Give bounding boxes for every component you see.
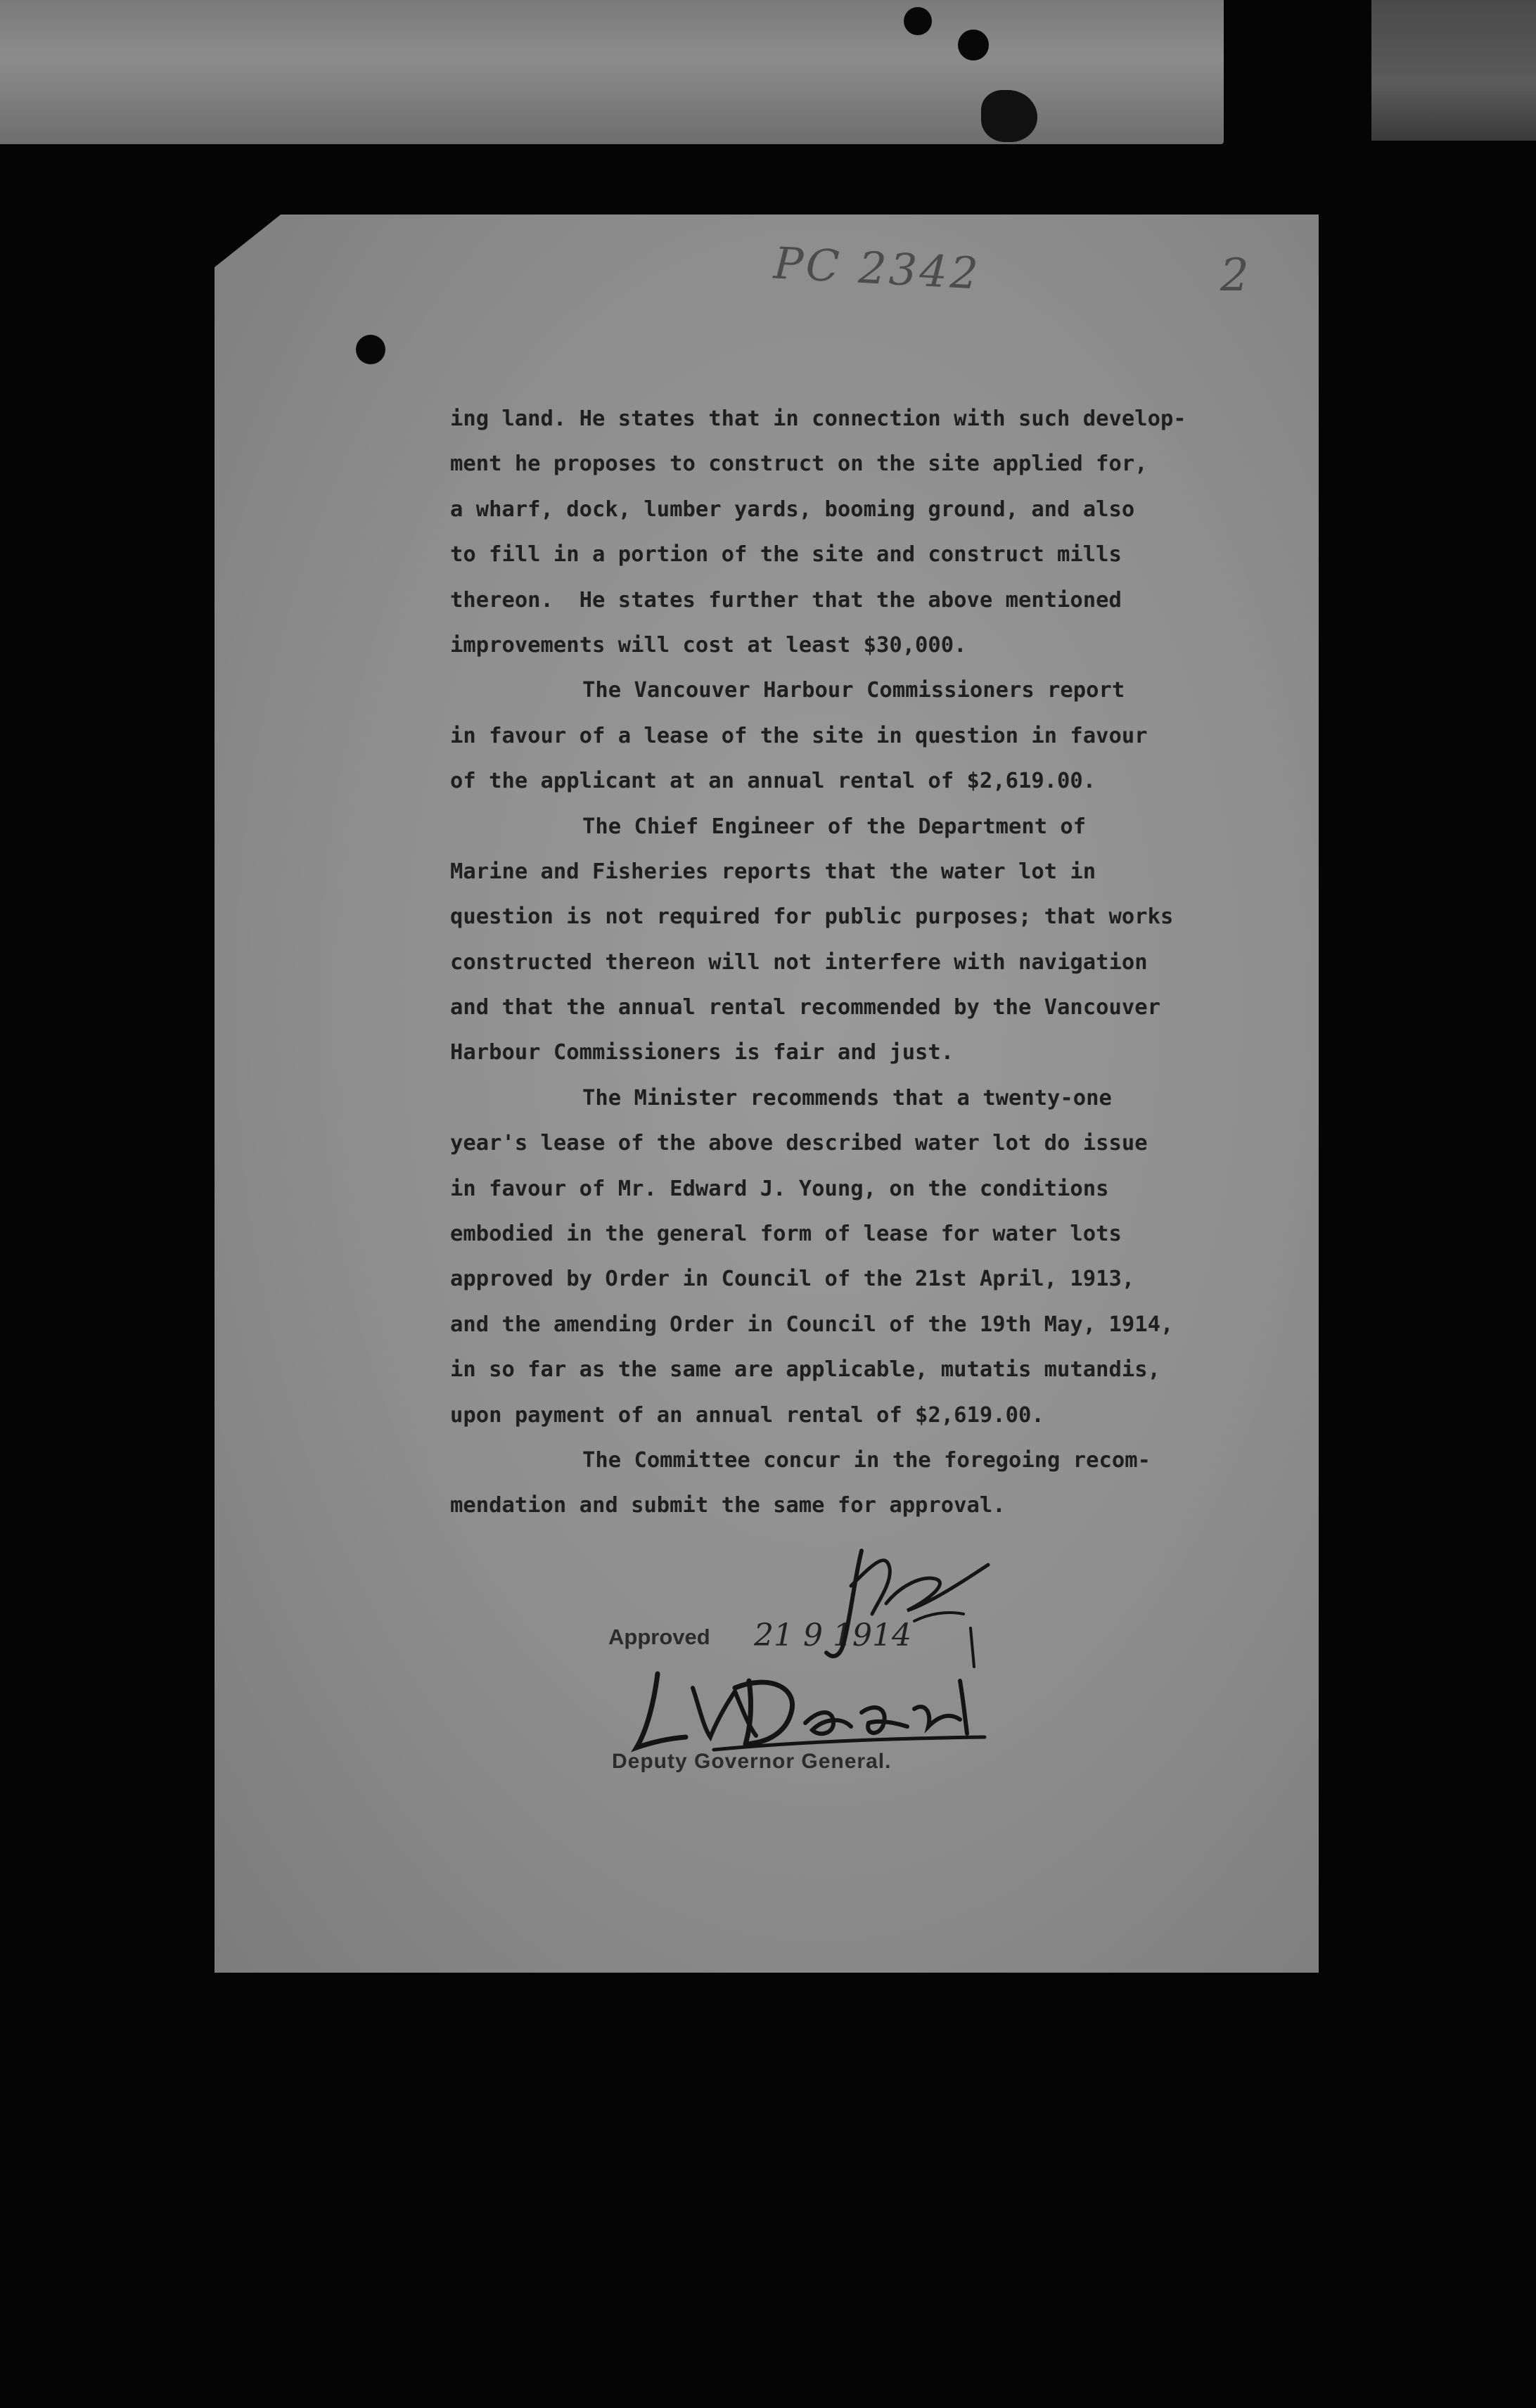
text-line: embodied in the general form of lease for water lots: [450, 1222, 1122, 1247]
text-line: a wharf, dock, lumber yards, booming ground, and also: [450, 497, 1135, 522]
text-line: The Minister recommends that a twenty-one: [582, 1085, 1112, 1110]
file-number: PC 2342: [772, 237, 983, 300]
text-line: mendation and submit the same for approval.: [450, 1493, 1006, 1518]
initials-signature: [823, 1537, 1006, 1670]
text-line: constructed thereon will not interfere with navigation: [450, 949, 1148, 975]
text-line: The Committee concur in the foregoing recom-: [582, 1447, 1151, 1473]
text-line: year's lease of the above described water lot do issue: [450, 1131, 1148, 1156]
text-line: of the applicant at an annual rental of $2,619.00.: [450, 769, 1096, 794]
previous-page-edge: [0, 0, 1224, 144]
text-line: thereon. He states further that the above mentioned: [450, 587, 1122, 613]
ink-blot-icon: [981, 90, 1037, 142]
text-line: in favour of a lease of the site in question in favour: [450, 723, 1148, 748]
text-line: and the amending Order in Council of the 19th May, 1914,: [450, 1312, 1174, 1337]
signatory-title: Deputy Governor General.: [612, 1750, 892, 1773]
text-line: improvements will cost at least $30,000.: [450, 632, 967, 658]
text-line: The Chief Engineer of the Department of: [582, 814, 1087, 839]
text-line: Harbour Commissioners is fair and just.: [450, 1040, 954, 1065]
text-line: question is not required for public purposes; that works: [450, 904, 1174, 930]
text-line: in so far as the same are applicable, mutatis mutandis,: [450, 1357, 1160, 1383]
text-line: in favour of Mr. Edward J. Young, on the conditions: [450, 1176, 1109, 1201]
punch-hole-icon: [958, 30, 989, 60]
text-line: to fill in a portion of the site and construct mills: [450, 542, 1122, 568]
text-line: approved by Order in Council of the 21st April, 1913,: [450, 1267, 1135, 1292]
text-line: Marine and Fisheries reports that the water lot in: [450, 859, 1096, 884]
folio-number: 2: [1220, 250, 1249, 302]
approval-date: 21 9 1914: [754, 1618, 911, 1653]
deputy-governor-signature: [629, 1660, 995, 1758]
text-line: ing land. He states that in connection with such develop-: [450, 406, 1186, 431]
text-line: The Vancouver Harbour Commissioners report: [582, 678, 1125, 703]
adjacent-page-edge: [1371, 0, 1536, 141]
text-line: upon payment of an annual rental of $2,619.00.: [450, 1402, 1044, 1428]
approval-label: Approved: [608, 1625, 710, 1649]
body-text: [450, 397, 1252, 1529]
punch-hole-icon: [904, 7, 932, 35]
text-line: and that the annual rental recommended by the Vancouver: [450, 995, 1160, 1020]
text-line: ment he proposes to construct on the site applied for,: [450, 452, 1148, 477]
punch-hole-icon: [356, 335, 385, 364]
